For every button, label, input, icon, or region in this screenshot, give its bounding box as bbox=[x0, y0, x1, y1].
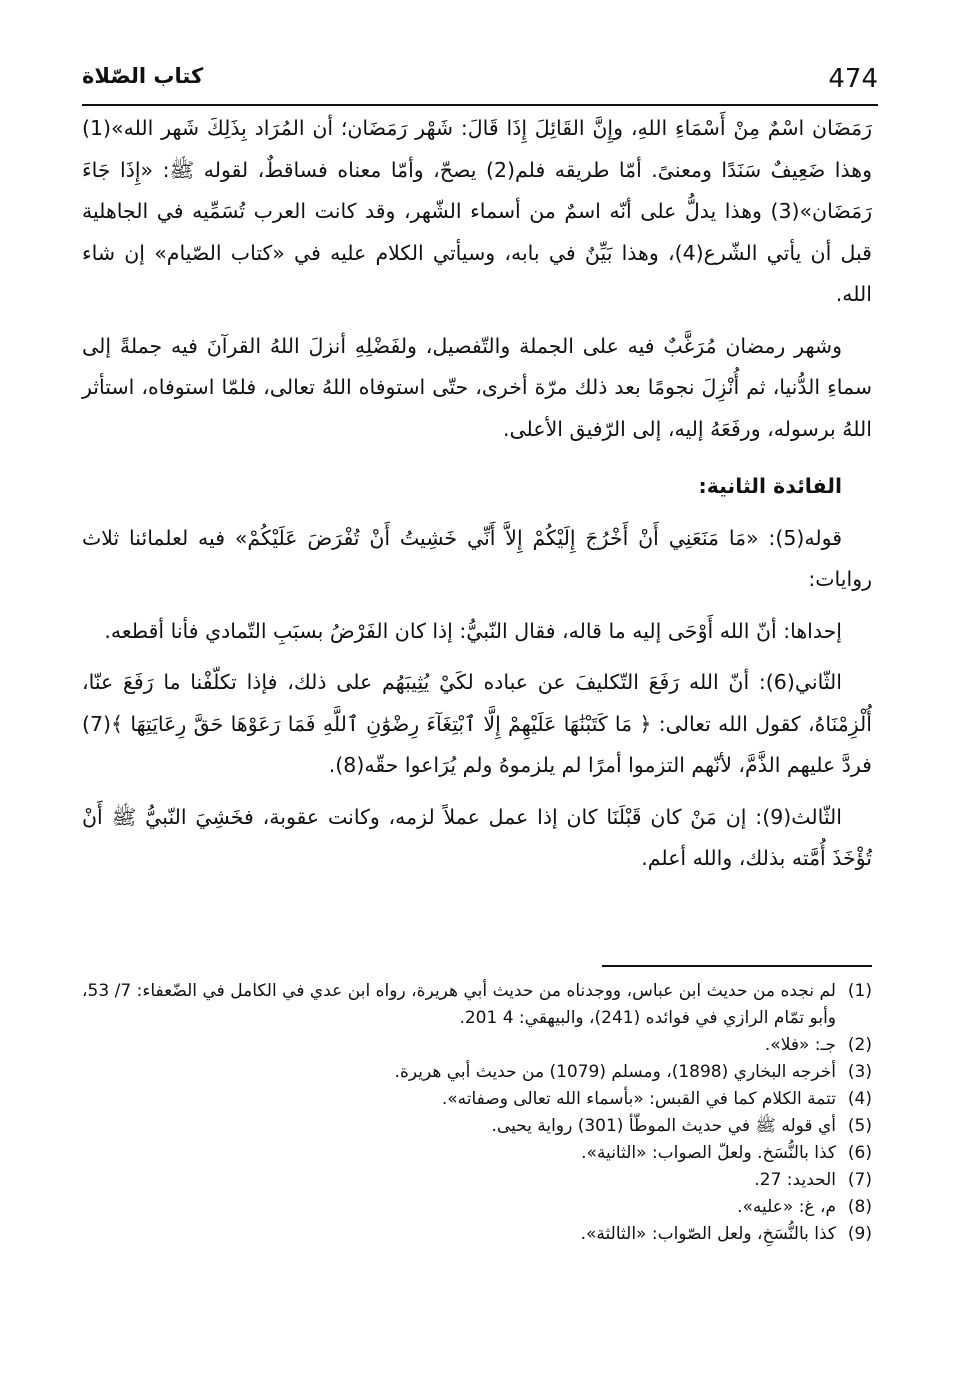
paragraph-3: قوله(5): «مَا مَنَعَنِي أَنْ أَخْرُجَ إِلَيْكُمْ إِلاَّ أَنِّي خَشِيتُ أَنْ تُفْرَضَ عَلَيْكُمْ» فيه لعلمائنا ثلاث روايات: bbox=[82, 525, 872, 591]
footnote-item bbox=[82, 1167, 872, 1194]
page-number: 474 bbox=[828, 64, 878, 94]
footnote-number: (5) bbox=[847, 1116, 872, 1136]
footnote-number: (9) bbox=[847, 1224, 872, 1244]
paragraph-1: رَمَضَان اسْمٌ مِنْ أَسْمَاءِ اللهِ، وإِنَّ القَائِلَ إِذَا قَالَ: شَهْر رَمَضَان؛ أن المُرَاد بِذَلِكَ شَهر الله»(1) وهذا ضَعِيفٌ سَنَدًا ومعنىً. أمّا طريقه فلم(2) يصحّ، وأمّا معناه فساقطٌ، لقوله ﷺ: «إِذَا جَاءَ رَمَضَان»(3) وهذا يدلُّ على أنّه اسمٌ من أسماء الشّهر، وقد كانت العرب تُسَمِّيه في الجاهلية قبل أن يأتي الشّرع(4)، وهذا بَيِّنٌ في بابه، وسيأتي الكلام عليه في «كتاب الصّيام» إن شاء الله. bbox=[82, 116, 872, 306]
footnote-number: (8) bbox=[847, 1197, 872, 1217]
paragraph-2: وشهر رمضان مُرَغَّبٌ فيه على الجملة والتّفصيل، ولفَضْلِهِ أنزلَ اللهُ القرآنَ فيه جملةً إلى سماءِ الدُّنيا، ثم أُنْزِلَ نجومًا بعد ذلك مرّة أخرى، حتّى استوفاه اللهُ تعالى، فلمّا استوفاه، استأثر اللهُ برسوله، ورفَعَهُ إليه، إلى الرّفيق الأعلى. bbox=[82, 333, 872, 441]
footnote-text: جـ: «فلا». bbox=[764, 1035, 836, 1055]
paragraph-4: إحداها: أنّ الله أَوْحَى إليه ما قاله، فقال النّبيُّ: إذا كان الفَرْضُ بسبَبِ التّمادي فأنا أقطعه. bbox=[104, 618, 842, 643]
footnote-item bbox=[82, 1221, 872, 1248]
section-heading: الفائدة الثانية: bbox=[698, 474, 842, 498]
footnote-item bbox=[82, 1140, 872, 1167]
running-title: كتاب الصّلاة bbox=[82, 64, 204, 88]
footnote-text: أي قوله ﷺ في حديث الموطّأ (301) رواية يحيى. bbox=[491, 1116, 836, 1136]
footnote-number: (1) bbox=[847, 981, 872, 1001]
footnote-number: (3) bbox=[847, 1062, 872, 1082]
footnote-item bbox=[82, 1086, 872, 1113]
main-text bbox=[82, 108, 872, 880]
paragraph-6: الثّالث(9): إن مَنْ كان قَبْلَنَا كان إذا عمل عملاً لزمه، وكانت عقوبة، فخَشِيَ النّبيُّ ﷺ أَنْ تُؤْخَذَ أُمَّته بذلك، والله أعلم. bbox=[82, 804, 872, 870]
footnote-item bbox=[82, 1194, 872, 1221]
footnote-number: (6) bbox=[847, 1143, 872, 1163]
footnote-item bbox=[82, 978, 872, 1032]
footnote-number: (2) bbox=[847, 1035, 872, 1055]
footnote-item bbox=[82, 1113, 872, 1140]
footnote-number: (4) bbox=[847, 1089, 872, 1109]
footnote-text: الحديد: 27. bbox=[754, 1170, 836, 1190]
footnote-text: م، غ: «عليه». bbox=[737, 1197, 836, 1217]
page-header bbox=[82, 58, 878, 106]
footnote-text: أخرجه البخاري (1898)، ومسلم (1079) من حديث أبي هريرة. bbox=[394, 1062, 836, 1082]
footnote-text: تتمة الكلام كما في القبس: «بأسماء الله تعالى وصفاته». bbox=[441, 1089, 836, 1109]
footnote-item bbox=[82, 1032, 872, 1059]
footnotes bbox=[82, 978, 872, 1248]
paragraph-5: الثّاني(6): أنّ الله رَفَعَ التّكليفَ عن عباده لكَيْ يُثِيبَهُم على ذلك، فإذا تكلّفْنا ما رَفَعَ عنّا، أُلْزِمْنَاهُ، كقول الله تعالى: ﴿ مَا كَتَبْنَٰهَا عَلَيْهِمْ إِلَّا ٱبْتِغَآءَ رِضْوَٰنِ ٱللَّهِ فَمَا رَعَوْهَا حَقَّ رِعَايَتِهَا ﴾(7) فردَّ عليهم الذَّمَّ، لأنّهم التزموا أمرًا لم يلزموهُ ولم يُرَاعوا حقّه(8). bbox=[82, 670, 872, 777]
footnote-text: كذا بالنُّسَخِ، ولعل الصّواب: «الثالثة». bbox=[580, 1224, 836, 1244]
footnote-number: (7) bbox=[847, 1170, 872, 1190]
footnote-text: لم نجده من حديث ابن عباس، ووجدناه من حديث أبي هريرة، رواه ابن عدي في الكامل في الضّعفاء: 7/ 53، وأبو تمّام الرازي في فوائده (241)، والبيهقي: 4 201. bbox=[82, 981, 836, 1028]
footnote-text: كذا بالنُّسَخ. ولعلّ الصواب: «الثانية». bbox=[581, 1143, 836, 1163]
footnote-item bbox=[82, 1059, 872, 1086]
footnote-separator bbox=[602, 965, 872, 967]
